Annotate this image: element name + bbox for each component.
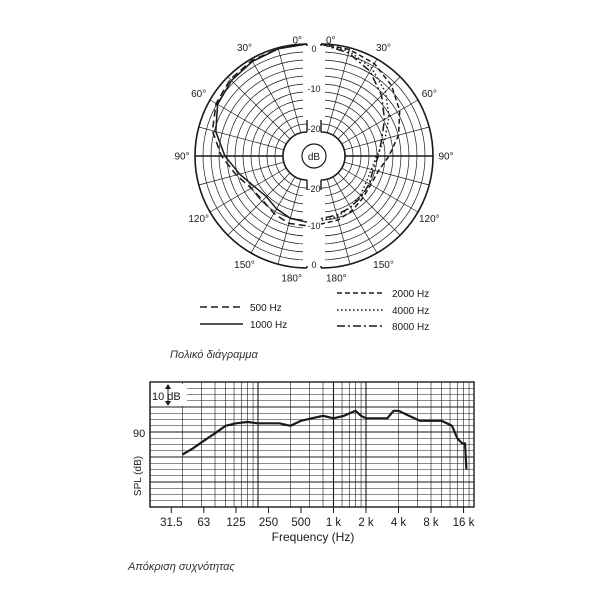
frequency-caption: Απόκριση συχνότητας [128, 561, 235, 573]
polar-spoke-right-120 [342, 168, 418, 212]
x-tick-label: 2 k [358, 517, 374, 529]
x-tick-label: 31.5 [160, 517, 183, 529]
polar-spoke-left-60 [210, 100, 286, 144]
radial-tick-label: -20 [307, 184, 321, 194]
radial-tick-label: -10 [307, 84, 321, 94]
polar-series-2000-hz [321, 44, 400, 224]
polar-axis-strip-top [303, 46, 325, 120]
center-label: dB [307, 152, 321, 163]
polar-spoke-left-135 [228, 173, 290, 235]
polar-series-1000-hz [216, 44, 307, 222]
radial-tick-label: -10 [307, 221, 321, 231]
freq-x-ticks [160, 507, 475, 529]
x-axis-label: Frequency (Hz) [271, 530, 355, 544]
x-tick-label: 500 [291, 517, 311, 529]
radial-tick-label: 0 [311, 260, 317, 270]
scale-label: 10 dB [152, 391, 181, 403]
x-tick-label: 250 [258, 517, 279, 529]
x-tick-label: 4 k [390, 517, 407, 529]
legend-label-8000: 8000 Hz [392, 322, 430, 333]
legend-label-4000: 4000 Hz [392, 306, 430, 317]
x-tick-label: 16 k [452, 517, 475, 529]
polar-spoke-left-120 [210, 168, 286, 212]
polar-spoke-left-45 [228, 77, 290, 139]
angle-label-right-150: 150° [373, 259, 394, 271]
polar-spoke-left-30 [251, 59, 295, 135]
polar-spoke-right-150 [333, 177, 377, 253]
angle-label-left-150: 150° [234, 259, 255, 271]
polar-series-500-hz [212, 44, 307, 226]
polar-spoke-right-30 [333, 59, 377, 135]
polar-spoke-right-135 [338, 173, 400, 235]
angle-label-right-30: 30° [375, 43, 392, 55]
polar-spoke-right-60 [342, 100, 418, 144]
angle-label-right-120: 120° [418, 214, 440, 225]
legend-label-2000: 2000 Hz [392, 289, 430, 300]
legend-label-500: 500 Hz [250, 303, 282, 314]
polar-caption: Πολικό διάγραμμα [170, 349, 258, 361]
polar-spoke-left-150 [251, 177, 295, 253]
polar-legend [200, 289, 429, 333]
angle-label-left-0: 0° [292, 35, 302, 47]
angle-label-right-180: 180° [326, 273, 347, 285]
x-tick-label: 125 [226, 517, 246, 529]
angle-label-left-180: 180° [281, 273, 302, 285]
radial-tick-label: 0 [311, 44, 317, 54]
y-axis-label: SPL (dB) [133, 455, 144, 497]
reference-label: 90 [133, 428, 146, 440]
angle-label-left-120: 120° [188, 214, 210, 225]
polar-spoke-right-45 [338, 77, 400, 139]
radial-tick-label: -20 [307, 124, 321, 134]
polar-diagram [174, 36, 453, 285]
x-tick-label: 1 k [325, 517, 342, 529]
x-tick-label: 8 k [423, 517, 439, 529]
angle-label-right-90: 90° [438, 151, 454, 163]
polar-center [298, 140, 330, 172]
angle-label-right-60: 60° [421, 89, 437, 100]
frequency-response-chart [133, 382, 475, 544]
legend-label-1000: 1000 Hz [250, 320, 288, 331]
angle-label-left-30: 30° [236, 43, 253, 55]
angle-label-right-0: 0° [326, 35, 336, 47]
angle-label-left-60: 60° [191, 89, 207, 100]
x-tick-label: 63 [197, 517, 211, 529]
angle-label-left-90: 90° [174, 151, 190, 163]
